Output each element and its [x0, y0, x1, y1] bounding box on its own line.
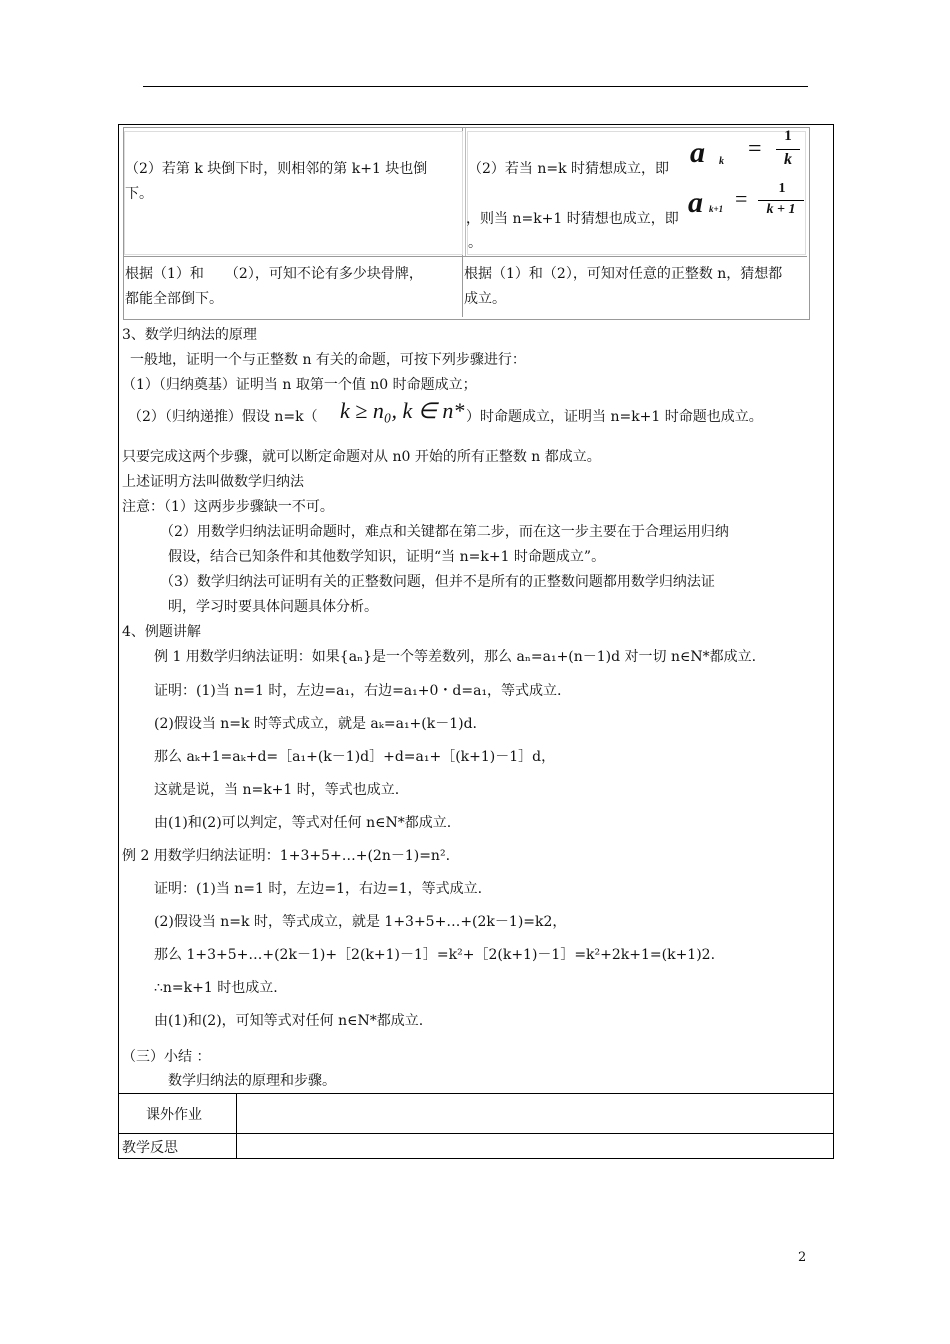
left-r1-line2: 下。 — [125, 186, 153, 202]
principle-conclude: 只要完成这两个步骤，就可以断定命题对从 n0 开始的所有正整数 n 都成立。 — [122, 449, 601, 465]
ex1-line4: 这就是说，当 n=k+1 时，等式也成立. — [154, 782, 400, 798]
principle-step2-b: ）时命题成立，证明当 n=k+1 时命题也成立。 — [466, 409, 763, 425]
row-divider-1 — [118, 1093, 834, 1094]
principle-note2-l2: 假设，结合已知条件和其他数学知识，证明“当 n=k+1 时命题成立”。 — [168, 549, 606, 565]
principle-name: 上述证明方法叫做数学归纳法 — [122, 474, 304, 490]
ex2-line1: 证明：(1)当 n=1 时，左边=1，右边=1，等式成立. — [154, 881, 483, 897]
frame-top — [118, 124, 834, 125]
ex2-line2: (2)假设当 n=k 时，等式成立，就是 1+3+5+…+(2k－1)=k2， — [154, 914, 567, 930]
ex2-line4: ∴n=k+1 时也成立. — [154, 980, 278, 996]
reflection-label: 教学反思 — [122, 1140, 178, 1156]
ex1-line5: 由(1)和(2)可以判定，等式对任何 n∈N*都成立. — [154, 815, 452, 831]
homework-label: 课外作业 — [146, 1107, 202, 1123]
summary-body: 数学归纳法的原理和步骤。 — [168, 1073, 336, 1089]
header-rule — [143, 86, 808, 87]
frame-left — [118, 124, 119, 1159]
left-r2-line2: 都能全部倒下。 — [125, 291, 223, 307]
ex2-title: 例 2 用数学归纳法证明：1+3+5+…+(2n－1)=n². — [122, 848, 451, 864]
right-r2-line1: 根据（1）和（2），可知对任意的正整数 n，猜想都 — [464, 266, 783, 282]
frame-bottom — [118, 1158, 834, 1159]
page-number: 2 — [798, 1250, 807, 1265]
left-r2-line1: 根据（1）和 （2），可知不论有多少块骨牌， — [125, 266, 423, 282]
ex2-line3: 那么 1+3+5+…+(2k－1)+［2(k+1)－1］=k²+［2(k+1)－1］=k²+2k+1=(k+1)2. — [154, 947, 716, 963]
right-r2-line2: 成立。 — [464, 291, 506, 307]
ex1-line1: 证明：(1)当 n=1 时，左边=a₁，右边=a₁+0・d=a₁，等式成立. — [154, 683, 562, 699]
ex1-line2: (2)假设当 n=k 时等式成立，就是 aₖ=a₁+(k－1)d. — [154, 716, 478, 732]
right-r1-b: ，则当 n=k+1 时猜想也成立，即 — [466, 211, 679, 227]
principle-step1: （1）（归纳奠基）证明当 n 取第一个值 n0 时命题成立； — [122, 377, 477, 393]
principle-note1: 注意：（1）这两步步骤缺一不可。 — [122, 499, 334, 515]
principle-intro: 一般地，证明一个与正整数 n 有关的命题，可按下列步骤进行： — [130, 352, 526, 368]
right-r1-a: （2）若当 n=k 时猜想成立，即 — [468, 161, 670, 177]
principle-heading: 3、数学归纳法的原理 — [122, 327, 257, 343]
col-divider — [236, 1093, 237, 1158]
examples-heading: 4、例题讲解 — [122, 624, 201, 640]
frame-right — [833, 124, 834, 1159]
principle-step2-math: k ≥ n₀, k ∈ n* — [340, 398, 465, 423]
summary-heading: （三）小结 ： — [122, 1049, 211, 1065]
principle-note3-l2: 明，学习时要具体问题具体分析。 — [168, 599, 378, 615]
ex1-line3: 那么 aₖ+1=aₖ+d=［a₁+(k－1)d］+d=a₁+［(k+1)－1］d， — [154, 749, 556, 765]
row-divider-2 — [118, 1133, 834, 1134]
principle-note3-l1: （3）数学归纳法可证明有关的正整数问题，但并不是所有的正整数问题都用数学归纳法证 — [160, 574, 715, 590]
ex1-title: 例 1 用数学归纳法证明：如果{aₙ}是一个等差数列，那么 aₙ=a₁+(n－1)d 对一切 n∈N*都成立. — [154, 649, 757, 665]
left-r1-line1: （2）若第 k 块倒下时，则相邻的第 k+1 块也倒 — [125, 161, 428, 177]
principle-note2-l1: （2）用数学归纳法证明命题时，难点和关键都在第二步，而在这一步主要在于合理运用归纳 — [160, 524, 729, 540]
ex2-line5: 由(1)和(2)，可知等式对任何 n∈N*都成立. — [154, 1013, 424, 1029]
right-r1-c: 。 — [468, 235, 482, 251]
principle-step2-a: （2）（归纳递推）假设 n=k（ — [128, 409, 318, 425]
